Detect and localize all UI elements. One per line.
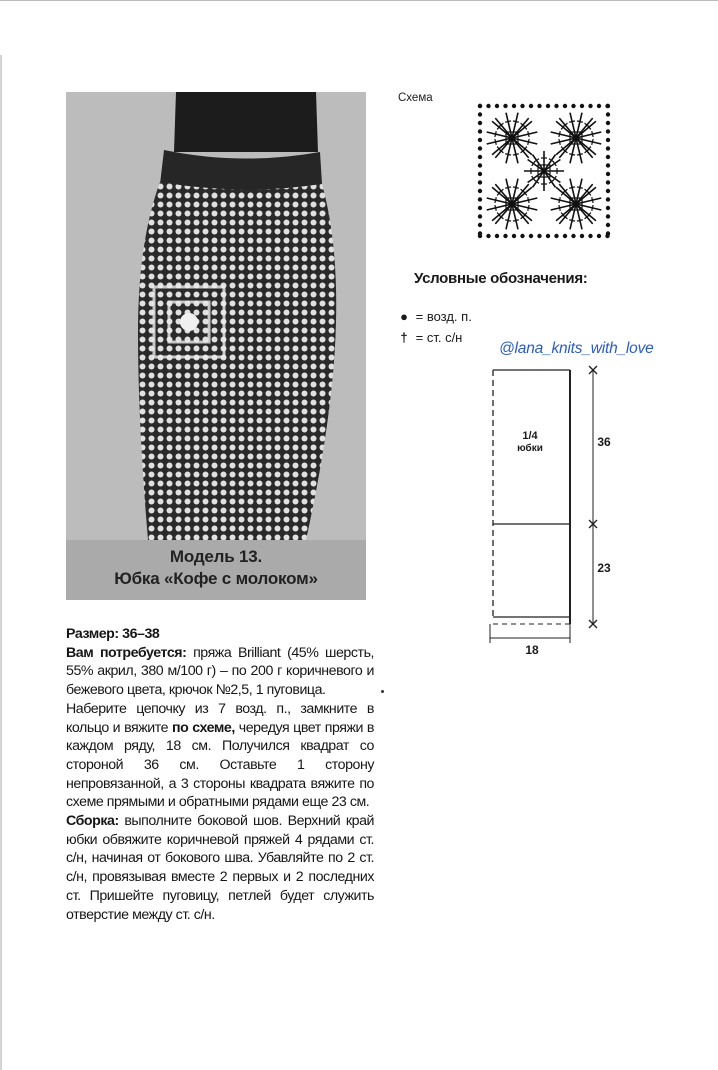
chain-stitch-dot [478, 146, 482, 150]
chain-stitch-dot [520, 104, 524, 108]
dimension-18: 18 [525, 643, 539, 657]
chain-stitch-dot [478, 189, 482, 193]
chain-stitch-dot [606, 129, 610, 133]
double-crochet-bar [559, 205, 560, 211]
double-crochet-bar [495, 197, 496, 203]
chain-stitch-dot [478, 223, 482, 227]
chain-stitch-dot [478, 138, 482, 142]
chain-stitch-dot [563, 104, 567, 108]
chain-stitch-dot [537, 104, 541, 108]
double-crochet-bar [559, 139, 560, 145]
knitting-text-2: чередуя цвет пряжи в каждом ряду, 18 см. Получился квадрат со стороной 36 см. Оставьте 1 сторону непровязанной, а 3 стороны квадрата вяжите по схеме прямыми и обратными рядами еще 23 см. [66, 719, 374, 811]
double-crochet-bar [569, 187, 575, 188]
chain-stitch-dot [478, 214, 482, 218]
watermark: @lana_knits_with_love [499, 340, 654, 357]
chain-stitch-dot [478, 163, 482, 167]
double-crochet-bar [505, 187, 511, 188]
size-paragraph [66, 625, 374, 644]
knitting-text-1: Наберите цепочку из 7 возд. п., замкните в кольцо и вяжите [66, 700, 374, 736]
chain-stitch-dot [606, 163, 610, 167]
chain-stitch-dot [554, 104, 558, 108]
double-crochet-bar [528, 197, 529, 203]
assembly-text: выполните боковой шов. Верхний край юбки обвяжите коричневой пряжей 4 рядами ст. с/н, начиная от бокового шва. Убавляйте по 2 ст. с/н, провязывая вместе 2 первых и 2 последних ст. Пришейте пуговицу, петлей будет служить отверстие между ст. с/н. [66, 813, 374, 923]
chain-stitch-dot [563, 234, 567, 238]
chain-stitch-dot [478, 197, 482, 201]
chain-stitch-dot [597, 104, 601, 108]
crochet-scheme-diagram [474, 100, 614, 242]
chain-stitch-dot [606, 231, 610, 235]
chain-stitch-dot [478, 180, 482, 184]
chain-stitch-dot [495, 104, 499, 108]
legend-title: Условные обозначения: [414, 270, 588, 287]
top-border [0, 0, 718, 1]
chain-stitch-dot [503, 234, 507, 238]
double-crochet-bar [577, 220, 583, 221]
legend-chain-text: = возд. п. [415, 309, 472, 324]
double-crochet-icon: † [400, 330, 408, 345]
chain-stitch-dot [546, 104, 550, 108]
chain-stitch-dot [606, 180, 610, 184]
double-crochet-bar [513, 220, 519, 221]
chain-stitch-dot [529, 234, 533, 238]
chain-stitch-dot [503, 104, 507, 108]
double-crochet-bar [528, 205, 529, 211]
size-value: 36–38 [122, 626, 160, 642]
knitting-paragraph [66, 700, 374, 812]
chain-stitch-dot [478, 104, 482, 108]
double-crochet-bar [495, 205, 496, 211]
chain-stitch-dot [478, 129, 482, 133]
chain-stitch-dot [520, 234, 524, 238]
chain-stitch-dot [606, 121, 610, 125]
chain-stitch-dot [537, 234, 541, 238]
double-crochet-bar [592, 139, 593, 145]
double-crochet-bar [577, 154, 583, 155]
chain-stitch-dot [606, 112, 610, 116]
double-crochet-bar [513, 121, 519, 122]
chain-stitch-dot [606, 155, 610, 159]
chain-stitch-dot [597, 234, 601, 238]
skirt-photo [66, 92, 366, 600]
chain-stitch-dot [478, 112, 482, 116]
chain-stitch-dot [486, 104, 490, 108]
chain-stitch-dot [606, 214, 610, 218]
chain-stitch-dot [580, 104, 584, 108]
pattern-label-fraction: 1/4 [522, 430, 538, 442]
double-crochet-bar [592, 131, 593, 137]
photo-caption [66, 540, 366, 600]
chain-stitch-dot [478, 231, 482, 235]
double-crochet-bar [505, 121, 511, 122]
skirt-pattern-schematic [484, 362, 614, 662]
pattern-label-skirt: юбки [517, 443, 543, 454]
chain-stitch-dot [554, 234, 558, 238]
dimension-36: 36 [597, 435, 611, 449]
chain-stitch-dot [588, 104, 592, 108]
double-crochet-bar [559, 131, 560, 137]
materials-text: пряжа Brilliant (45% шерсть, 55% акрил, 380 м/100 г) – по 200 г коричневого и бежевого цвета, крючок №2,5, 1 пуговица. [66, 644, 374, 699]
chain-stitch-dot [605, 104, 609, 108]
double-crochet-bar [528, 139, 529, 145]
double-crochet-bar [513, 154, 519, 155]
chain-stitch-dot [486, 234, 490, 238]
double-crochet-bar [528, 131, 529, 137]
legend-dc-text: = ст. с/н [415, 330, 463, 345]
assembly-paragraph [66, 812, 374, 924]
dimension-23: 23 [597, 561, 611, 575]
stray-dot [381, 690, 384, 693]
chain-stitch-dot [606, 189, 610, 193]
double-crochet-bar [569, 220, 575, 221]
chain-stitch-dot [495, 234, 499, 238]
chain-stitch-dot [588, 234, 592, 238]
caption-title: Юбка «Кофе с молоком» [114, 569, 318, 588]
double-crochet-bar [559, 197, 560, 203]
caption-model: Модель 13. [169, 547, 263, 566]
double-crochet-bar [569, 154, 575, 155]
chain-stitch-dot [606, 206, 610, 210]
double-crochet-bar [505, 154, 511, 155]
double-crochet-bar [592, 205, 593, 211]
chain-stitch-dot [529, 104, 533, 108]
chain-stitch-dot [478, 206, 482, 210]
skirt-photo-image [66, 92, 366, 540]
chain-stitch-dot [512, 234, 516, 238]
chain-stitch-dot [606, 172, 610, 176]
legend-dc [396, 330, 462, 345]
double-crochet-bar [505, 220, 511, 221]
scheme-label: Схема [398, 92, 433, 104]
page-edge [0, 55, 2, 1070]
chain-stitch-dot [478, 155, 482, 159]
chain-stitch-icon: ● [400, 309, 408, 324]
double-crochet-bar [495, 131, 496, 137]
double-crochet-bar [513, 187, 519, 188]
materials-label: Вам потребуется: [66, 644, 187, 661]
knitting-scheme-ref: по схеме, [172, 719, 235, 736]
chain-stitch-dot [571, 104, 575, 108]
chain-stitch-dot [606, 223, 610, 227]
double-crochet-bar [495, 139, 496, 145]
size-label: Размер: [66, 626, 119, 642]
chain-stitch-dot [478, 172, 482, 176]
double-crochet-bar [592, 197, 593, 203]
chain-stitch-dot [571, 234, 575, 238]
assembly-label: Сборка: [66, 813, 119, 830]
chain-stitch-dot [580, 234, 584, 238]
legend-chain [396, 309, 472, 324]
chain-stitch-dot [606, 197, 610, 201]
chain-stitch-dot [606, 146, 610, 150]
double-crochet-bar [577, 121, 583, 122]
chain-stitch-dot [512, 104, 516, 108]
chain-stitch-dot [478, 121, 482, 125]
chain-stitch-dot [606, 138, 610, 142]
chain-stitch-dot [546, 234, 550, 238]
double-crochet-bar [569, 121, 575, 122]
instructions-text [66, 625, 374, 924]
materials-paragraph [66, 644, 374, 700]
double-crochet-bar [577, 187, 583, 188]
